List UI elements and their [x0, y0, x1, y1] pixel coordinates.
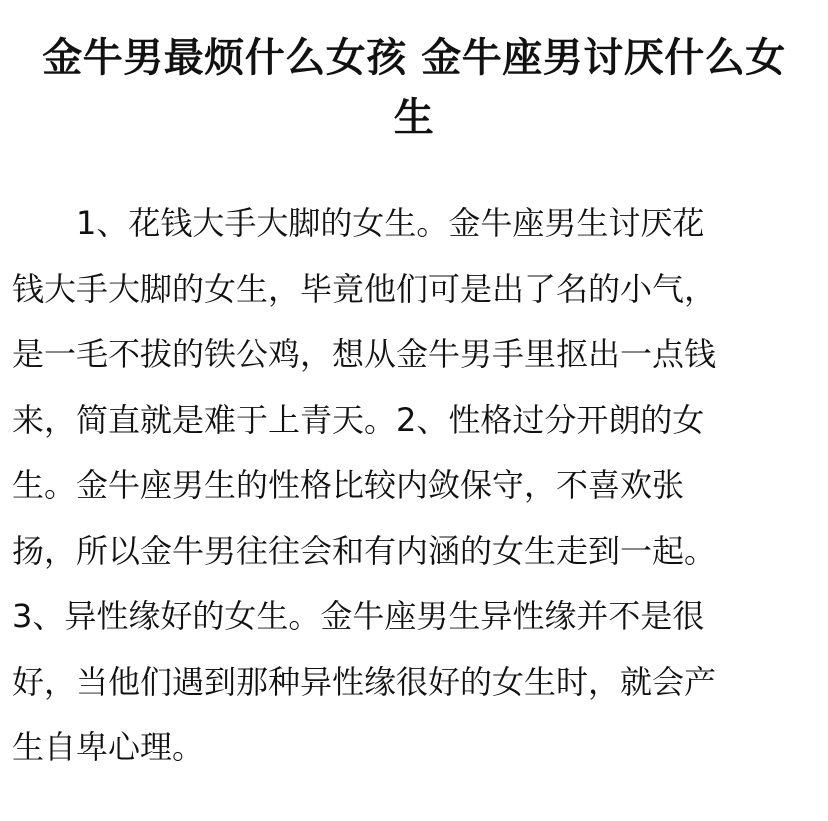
- body-line: 来，简直就是难于上青天。2、性格过分开朗的女: [12, 400, 705, 439]
- body-line: 好，当他们遇到那种异性缘很好的女生时，就会产: [12, 662, 717, 701]
- article-body: [12, 191, 816, 781]
- body-line: 1、花钱大手大脚的女生。金牛座男生讨厌花: [76, 204, 705, 242]
- article-title: [12, 28, 816, 148]
- body-line: 3、异性缘好的女生。金牛座男生异性缘并不是很: [12, 597, 705, 635]
- body-line: 钱大手大脚的女生，毕竟他们可是出了名的小气，: [12, 269, 717, 308]
- title-line: 生: [393, 95, 435, 141]
- body-line: 生。金牛座男生的性格比较内敛保守，不喜欢张: [12, 466, 685, 504]
- body-line: 生自卑心理。: [12, 728, 205, 766]
- body-line: 是一毛不拔的铁公鸡，想从金牛男手里抠出一点钱: [12, 335, 717, 373]
- body-line: 扬，所以金牛男往往会和有内涵的女生走到一起。: [12, 531, 717, 570]
- title-line: 金牛男最烦什么女孩 金牛座男讨厌什么女: [42, 35, 786, 81]
